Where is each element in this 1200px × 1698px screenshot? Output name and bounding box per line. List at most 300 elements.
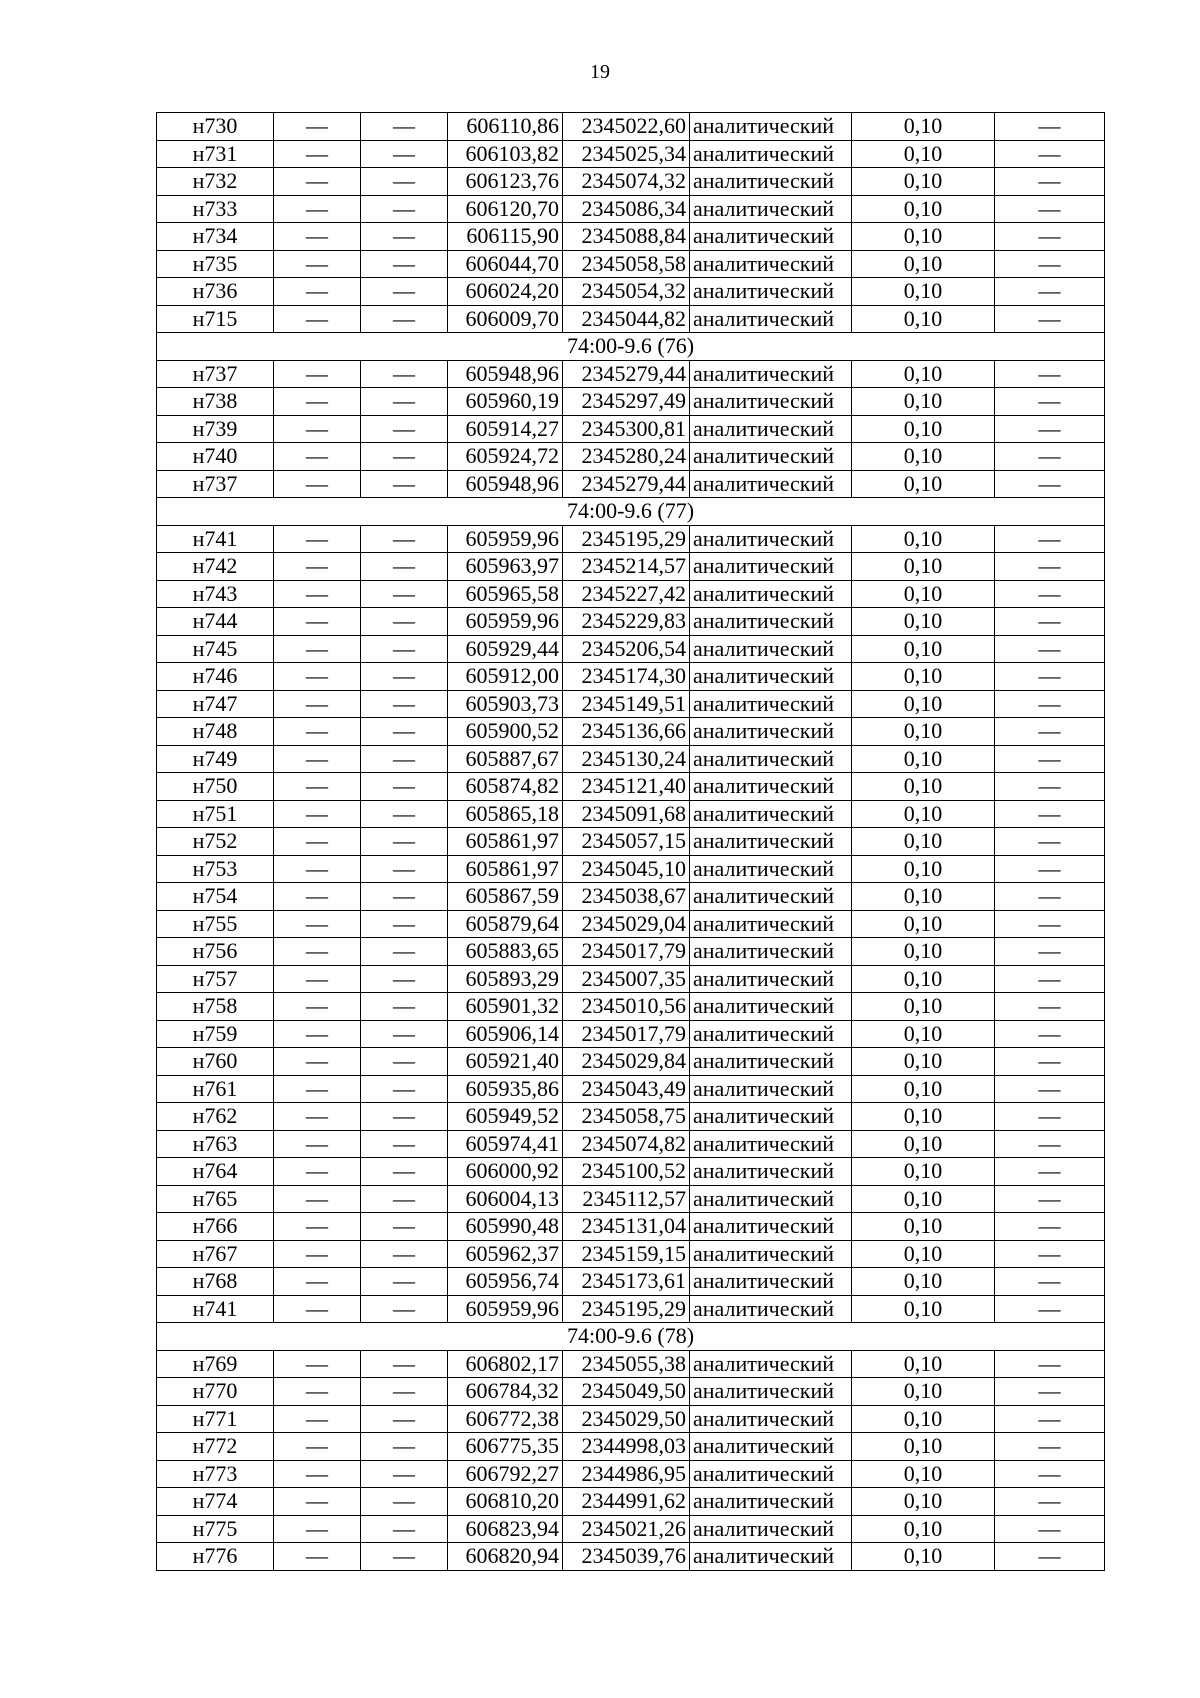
precision-cell: 0,10 xyxy=(852,800,995,828)
y-coordinate-cell: 2345055,38 xyxy=(563,1350,690,1378)
precision-cell: 0,10 xyxy=(852,608,995,636)
y-coordinate-cell: 2345017,79 xyxy=(563,1020,690,1048)
precision-cell: 0,10 xyxy=(852,1240,995,1268)
old-y-cell: — xyxy=(361,965,448,993)
description-cell: — xyxy=(995,1213,1105,1241)
x-coordinate-cell: 606810,20 xyxy=(448,1488,563,1516)
precision-cell: 0,10 xyxy=(852,140,995,168)
x-coordinate-cell: 605959,96 xyxy=(448,1295,563,1323)
old-x-cell: — xyxy=(274,443,361,471)
method-cell: аналитический xyxy=(690,470,852,498)
method-cell: аналитический xyxy=(690,883,852,911)
x-coordinate-cell: 606000,92 xyxy=(448,1158,563,1186)
point-id-cell: н773 xyxy=(157,1460,274,1488)
x-coordinate-cell: 605912,00 xyxy=(448,663,563,691)
point-id-cell: н765 xyxy=(157,1185,274,1213)
table-row xyxy=(157,1543,1105,1571)
x-coordinate-cell: 606103,82 xyxy=(448,140,563,168)
x-coordinate-cell: 606823,94 xyxy=(448,1515,563,1543)
point-id-cell: н741 xyxy=(157,525,274,553)
point-id-cell: н758 xyxy=(157,993,274,1021)
description-cell: — xyxy=(995,800,1105,828)
point-id-cell: н748 xyxy=(157,718,274,746)
old-y-cell: — xyxy=(361,635,448,663)
old-x-cell: — xyxy=(274,800,361,828)
old-x-cell: — xyxy=(274,580,361,608)
x-coordinate-cell: 605974,41 xyxy=(448,1130,563,1158)
method-cell: аналитический xyxy=(690,855,852,883)
y-coordinate-cell: 2345130,24 xyxy=(563,745,690,773)
precision-cell: 0,10 xyxy=(852,745,995,773)
precision-cell: 0,10 xyxy=(852,910,995,938)
precision-cell: 0,10 xyxy=(852,1350,995,1378)
old-y-cell: — xyxy=(361,1185,448,1213)
table-row xyxy=(157,608,1105,636)
precision-cell: 0,10 xyxy=(852,1460,995,1488)
table-row xyxy=(157,745,1105,773)
y-coordinate-cell: 2345021,26 xyxy=(563,1515,690,1543)
old-x-cell: — xyxy=(274,415,361,443)
y-coordinate-cell: 2345022,60 xyxy=(563,113,690,141)
point-id-cell: н745 xyxy=(157,635,274,663)
description-cell: — xyxy=(995,1378,1105,1406)
y-coordinate-cell: 2345279,44 xyxy=(563,360,690,388)
old-y-cell: — xyxy=(361,663,448,691)
y-coordinate-cell: 2345121,40 xyxy=(563,773,690,801)
old-y-cell: — xyxy=(361,360,448,388)
y-coordinate-cell: 2345195,29 xyxy=(563,525,690,553)
description-cell: — xyxy=(995,690,1105,718)
old-x-cell: — xyxy=(274,553,361,581)
point-id-cell: н738 xyxy=(157,388,274,416)
method-cell: аналитический xyxy=(690,1543,852,1571)
old-y-cell: — xyxy=(361,1378,448,1406)
x-coordinate-cell: 605867,59 xyxy=(448,883,563,911)
old-x-cell: — xyxy=(274,718,361,746)
x-coordinate-cell: 605893,29 xyxy=(448,965,563,993)
precision-cell: 0,10 xyxy=(852,1185,995,1213)
description-cell: — xyxy=(995,250,1105,278)
point-id-cell: н750 xyxy=(157,773,274,801)
y-coordinate-cell: 2345044,82 xyxy=(563,305,690,333)
point-id-cell: н737 xyxy=(157,470,274,498)
description-cell: — xyxy=(995,195,1105,223)
section-header-row xyxy=(157,333,1105,361)
table-body xyxy=(157,113,1105,1571)
method-cell: аналитический xyxy=(690,113,852,141)
point-id-cell: н756 xyxy=(157,938,274,966)
y-coordinate-cell: 2345058,58 xyxy=(563,250,690,278)
x-coordinate-cell: 605901,32 xyxy=(448,993,563,1021)
description-cell: — xyxy=(995,910,1105,938)
x-coordinate-cell: 605883,65 xyxy=(448,938,563,966)
method-cell: аналитический xyxy=(690,635,852,663)
point-id-cell: н754 xyxy=(157,883,274,911)
old-y-cell: — xyxy=(361,195,448,223)
table-row xyxy=(157,1213,1105,1241)
method-cell: аналитический xyxy=(690,443,852,471)
table-row xyxy=(157,415,1105,443)
old-y-cell: — xyxy=(361,553,448,581)
old-y-cell: — xyxy=(361,168,448,196)
y-coordinate-cell: 2345136,66 xyxy=(563,718,690,746)
description-cell: — xyxy=(995,1433,1105,1461)
old-y-cell: — xyxy=(361,855,448,883)
description-cell: — xyxy=(995,828,1105,856)
method-cell: аналитический xyxy=(690,1405,852,1433)
description-cell: — xyxy=(995,580,1105,608)
x-coordinate-cell: 606784,32 xyxy=(448,1378,563,1406)
y-coordinate-cell: 2345025,34 xyxy=(563,140,690,168)
table-row xyxy=(157,1295,1105,1323)
precision-cell: 0,10 xyxy=(852,360,995,388)
old-x-cell: — xyxy=(274,223,361,251)
table-row xyxy=(157,195,1105,223)
x-coordinate-cell: 605879,64 xyxy=(448,910,563,938)
old-y-cell: — xyxy=(361,1213,448,1241)
y-coordinate-cell: 2345300,81 xyxy=(563,415,690,443)
method-cell: аналитический xyxy=(690,1433,852,1461)
precision-cell: 0,10 xyxy=(852,525,995,553)
old-x-cell: — xyxy=(274,388,361,416)
table-row xyxy=(157,278,1105,306)
table-row xyxy=(157,1185,1105,1213)
description-cell: — xyxy=(995,1020,1105,1048)
old-x-cell: — xyxy=(274,1213,361,1241)
method-cell: аналитический xyxy=(690,1213,852,1241)
precision-cell: 0,10 xyxy=(852,278,995,306)
old-y-cell: — xyxy=(361,1158,448,1186)
old-y-cell: — xyxy=(361,1405,448,1433)
description-cell: — xyxy=(995,553,1105,581)
method-cell: аналитический xyxy=(690,553,852,581)
point-id-cell: н766 xyxy=(157,1213,274,1241)
point-id-cell: н730 xyxy=(157,113,274,141)
old-y-cell: — xyxy=(361,525,448,553)
x-coordinate-cell: 605861,97 xyxy=(448,855,563,883)
precision-cell: 0,10 xyxy=(852,993,995,1021)
old-y-cell: — xyxy=(361,828,448,856)
old-x-cell: — xyxy=(274,663,361,691)
old-x-cell: — xyxy=(274,168,361,196)
precision-cell: 0,10 xyxy=(852,250,995,278)
x-coordinate-cell: 606120,70 xyxy=(448,195,563,223)
x-coordinate-cell: 606792,27 xyxy=(448,1460,563,1488)
method-cell: аналитический xyxy=(690,415,852,443)
table-row xyxy=(157,855,1105,883)
old-x-cell: — xyxy=(274,278,361,306)
old-y-cell: — xyxy=(361,1433,448,1461)
precision-cell: 0,10 xyxy=(852,1268,995,1296)
table-row xyxy=(157,663,1105,691)
point-id-cell: н755 xyxy=(157,910,274,938)
old-y-cell: — xyxy=(361,1103,448,1131)
point-id-cell: н743 xyxy=(157,580,274,608)
precision-cell: 0,10 xyxy=(852,553,995,581)
page-number: 19 xyxy=(590,61,610,83)
precision-cell: 0,10 xyxy=(852,580,995,608)
old-x-cell: — xyxy=(274,140,361,168)
table-row xyxy=(157,525,1105,553)
method-cell: аналитический xyxy=(690,745,852,773)
point-id-cell: н771 xyxy=(157,1405,274,1433)
precision-cell: 0,10 xyxy=(852,388,995,416)
y-coordinate-cell: 2345174,30 xyxy=(563,663,690,691)
old-y-cell: — xyxy=(361,443,448,471)
old-x-cell: — xyxy=(274,525,361,553)
old-x-cell: — xyxy=(274,1048,361,1076)
point-id-cell: н746 xyxy=(157,663,274,691)
x-coordinate-cell: 605865,18 xyxy=(448,800,563,828)
table-row xyxy=(157,1268,1105,1296)
x-coordinate-cell: 605962,37 xyxy=(448,1240,563,1268)
y-coordinate-cell: 2345010,56 xyxy=(563,993,690,1021)
table-row xyxy=(157,635,1105,663)
description-cell: — xyxy=(995,1048,1105,1076)
y-coordinate-cell: 2345297,49 xyxy=(563,388,690,416)
description-cell: — xyxy=(995,773,1105,801)
description-cell: — xyxy=(995,388,1105,416)
precision-cell: 0,10 xyxy=(852,635,995,663)
precision-cell: 0,10 xyxy=(852,415,995,443)
point-id-cell: н761 xyxy=(157,1075,274,1103)
point-id-cell: н733 xyxy=(157,195,274,223)
description-cell: — xyxy=(995,360,1105,388)
old-x-cell: — xyxy=(274,993,361,1021)
old-y-cell: — xyxy=(361,1240,448,1268)
y-coordinate-cell: 2345074,32 xyxy=(563,168,690,196)
y-coordinate-cell: 2345149,51 xyxy=(563,690,690,718)
method-cell: аналитический xyxy=(690,1515,852,1543)
description-cell: — xyxy=(995,1460,1105,1488)
point-id-cell: н749 xyxy=(157,745,274,773)
y-coordinate-cell: 2345159,15 xyxy=(563,1240,690,1268)
description-cell: — xyxy=(995,470,1105,498)
old-y-cell: — xyxy=(361,608,448,636)
method-cell: аналитический xyxy=(690,278,852,306)
description-cell: — xyxy=(995,305,1105,333)
table-row xyxy=(157,1130,1105,1158)
old-x-cell: — xyxy=(274,635,361,663)
old-y-cell: — xyxy=(361,278,448,306)
precision-cell: 0,10 xyxy=(852,1213,995,1241)
precision-cell: 0,10 xyxy=(852,718,995,746)
point-id-cell: н769 xyxy=(157,1350,274,1378)
point-id-cell: н759 xyxy=(157,1020,274,1048)
x-coordinate-cell: 605959,96 xyxy=(448,525,563,553)
x-coordinate-cell: 605861,97 xyxy=(448,828,563,856)
description-cell: — xyxy=(995,1405,1105,1433)
x-coordinate-cell: 606123,76 xyxy=(448,168,563,196)
x-coordinate-cell: 605906,14 xyxy=(448,1020,563,1048)
description-cell: — xyxy=(995,1158,1105,1186)
x-coordinate-cell: 606024,20 xyxy=(448,278,563,306)
description-cell: — xyxy=(995,1268,1105,1296)
point-id-cell: н744 xyxy=(157,608,274,636)
old-y-cell: — xyxy=(361,470,448,498)
table-row xyxy=(157,1103,1105,1131)
old-y-cell: — xyxy=(361,773,448,801)
old-x-cell: — xyxy=(274,855,361,883)
x-coordinate-cell: 606044,70 xyxy=(448,250,563,278)
x-coordinate-cell: 606775,35 xyxy=(448,1433,563,1461)
old-y-cell: — xyxy=(361,415,448,443)
old-y-cell: — xyxy=(361,690,448,718)
old-x-cell: — xyxy=(274,1515,361,1543)
method-cell: аналитический xyxy=(690,140,852,168)
method-cell: аналитический xyxy=(690,388,852,416)
table-row xyxy=(157,690,1105,718)
old-x-cell: — xyxy=(274,1268,361,1296)
y-coordinate-cell: 2344998,03 xyxy=(563,1433,690,1461)
point-id-cell: н736 xyxy=(157,278,274,306)
precision-cell: 0,10 xyxy=(852,1405,995,1433)
table-row xyxy=(157,1048,1105,1076)
x-coordinate-cell: 606004,13 xyxy=(448,1185,563,1213)
old-y-cell: — xyxy=(361,223,448,251)
x-coordinate-cell: 605963,97 xyxy=(448,553,563,581)
old-x-cell: — xyxy=(274,195,361,223)
old-y-cell: — xyxy=(361,883,448,911)
table-row xyxy=(157,1405,1105,1433)
y-coordinate-cell: 2344991,62 xyxy=(563,1488,690,1516)
section-header-row xyxy=(157,1323,1105,1351)
old-y-cell: — xyxy=(361,140,448,168)
y-coordinate-cell: 2345074,82 xyxy=(563,1130,690,1158)
old-x-cell: — xyxy=(274,1075,361,1103)
y-coordinate-cell: 2345131,04 xyxy=(563,1213,690,1241)
old-x-cell: — xyxy=(274,1240,361,1268)
method-cell: аналитический xyxy=(690,1103,852,1131)
method-cell: аналитический xyxy=(690,718,852,746)
method-cell: аналитический xyxy=(690,1378,852,1406)
x-coordinate-cell: 606009,70 xyxy=(448,305,563,333)
table-row xyxy=(157,360,1105,388)
old-y-cell: — xyxy=(361,580,448,608)
x-coordinate-cell: 605948,96 xyxy=(448,470,563,498)
method-cell: аналитический xyxy=(690,1158,852,1186)
table-row xyxy=(157,1433,1105,1461)
table-row xyxy=(157,1350,1105,1378)
old-y-cell: — xyxy=(361,1020,448,1048)
point-id-cell: н772 xyxy=(157,1433,274,1461)
y-coordinate-cell: 2345088,84 xyxy=(563,223,690,251)
method-cell: аналитический xyxy=(690,223,852,251)
old-y-cell: — xyxy=(361,1048,448,1076)
precision-cell: 0,10 xyxy=(852,443,995,471)
old-y-cell: — xyxy=(361,993,448,1021)
precision-cell: 0,10 xyxy=(852,1103,995,1131)
description-cell: — xyxy=(995,608,1105,636)
table-row xyxy=(157,1075,1105,1103)
old-y-cell: — xyxy=(361,800,448,828)
y-coordinate-cell: 2345049,50 xyxy=(563,1378,690,1406)
description-cell: — xyxy=(995,415,1105,443)
x-coordinate-cell: 605935,86 xyxy=(448,1075,563,1103)
old-x-cell: — xyxy=(274,1130,361,1158)
old-y-cell: — xyxy=(361,1350,448,1378)
method-cell: аналитический xyxy=(690,580,852,608)
method-cell: аналитический xyxy=(690,663,852,691)
table-row xyxy=(157,773,1105,801)
x-coordinate-cell: 605990,48 xyxy=(448,1213,563,1241)
point-id-cell: н762 xyxy=(157,1103,274,1131)
y-coordinate-cell: 2345043,49 xyxy=(563,1075,690,1103)
old-x-cell: — xyxy=(274,1488,361,1516)
method-cell: аналитический xyxy=(690,168,852,196)
old-x-cell: — xyxy=(274,1350,361,1378)
method-cell: аналитический xyxy=(690,1295,852,1323)
point-id-cell: н768 xyxy=(157,1268,274,1296)
method-cell: аналитический xyxy=(690,1268,852,1296)
old-y-cell: — xyxy=(361,1543,448,1571)
point-id-cell: н751 xyxy=(157,800,274,828)
y-coordinate-cell: 2345007,35 xyxy=(563,965,690,993)
description-cell: — xyxy=(995,1240,1105,1268)
old-y-cell: — xyxy=(361,938,448,966)
table-row xyxy=(157,718,1105,746)
old-x-cell: — xyxy=(274,113,361,141)
y-coordinate-cell: 2345058,75 xyxy=(563,1103,690,1131)
old-x-cell: — xyxy=(274,938,361,966)
x-coordinate-cell: 605903,73 xyxy=(448,690,563,718)
table-row xyxy=(157,223,1105,251)
y-coordinate-cell: 2345195,29 xyxy=(563,1295,690,1323)
precision-cell: 0,10 xyxy=(852,855,995,883)
y-coordinate-cell: 2345039,76 xyxy=(563,1543,690,1571)
x-coordinate-cell: 605921,40 xyxy=(448,1048,563,1076)
description-cell: — xyxy=(995,168,1105,196)
description-cell: — xyxy=(995,223,1105,251)
table-row xyxy=(157,443,1105,471)
point-id-cell: н739 xyxy=(157,415,274,443)
old-x-cell: — xyxy=(274,305,361,333)
old-x-cell: — xyxy=(274,828,361,856)
table-row xyxy=(157,1020,1105,1048)
old-x-cell: — xyxy=(274,1460,361,1488)
description-cell: — xyxy=(995,1488,1105,1516)
table-row xyxy=(157,1378,1105,1406)
x-coordinate-cell: 605924,72 xyxy=(448,443,563,471)
method-cell: аналитический xyxy=(690,1460,852,1488)
description-cell: — xyxy=(995,1295,1105,1323)
old-y-cell: — xyxy=(361,1075,448,1103)
method-cell: аналитический xyxy=(690,1350,852,1378)
description-cell: — xyxy=(995,663,1105,691)
precision-cell: 0,10 xyxy=(852,1130,995,1158)
y-coordinate-cell: 2345279,44 xyxy=(563,470,690,498)
precision-cell: 0,10 xyxy=(852,1378,995,1406)
old-x-cell: — xyxy=(274,1295,361,1323)
table-row xyxy=(157,140,1105,168)
x-coordinate-cell: 605965,58 xyxy=(448,580,563,608)
point-id-cell: н735 xyxy=(157,250,274,278)
y-coordinate-cell: 2345206,54 xyxy=(563,635,690,663)
precision-cell: 0,10 xyxy=(852,663,995,691)
old-x-cell: — xyxy=(274,1020,361,1048)
old-x-cell: — xyxy=(274,1158,361,1186)
old-y-cell: — xyxy=(361,113,448,141)
section-label: 74:00-9.6 (77) xyxy=(157,498,1105,526)
x-coordinate-cell: 606802,17 xyxy=(448,1350,563,1378)
old-x-cell: — xyxy=(274,1433,361,1461)
old-x-cell: — xyxy=(274,965,361,993)
old-x-cell: — xyxy=(274,360,361,388)
y-coordinate-cell: 2345100,52 xyxy=(563,1158,690,1186)
precision-cell: 0,10 xyxy=(852,1295,995,1323)
precision-cell: 0,10 xyxy=(852,965,995,993)
old-x-cell: — xyxy=(274,1185,361,1213)
